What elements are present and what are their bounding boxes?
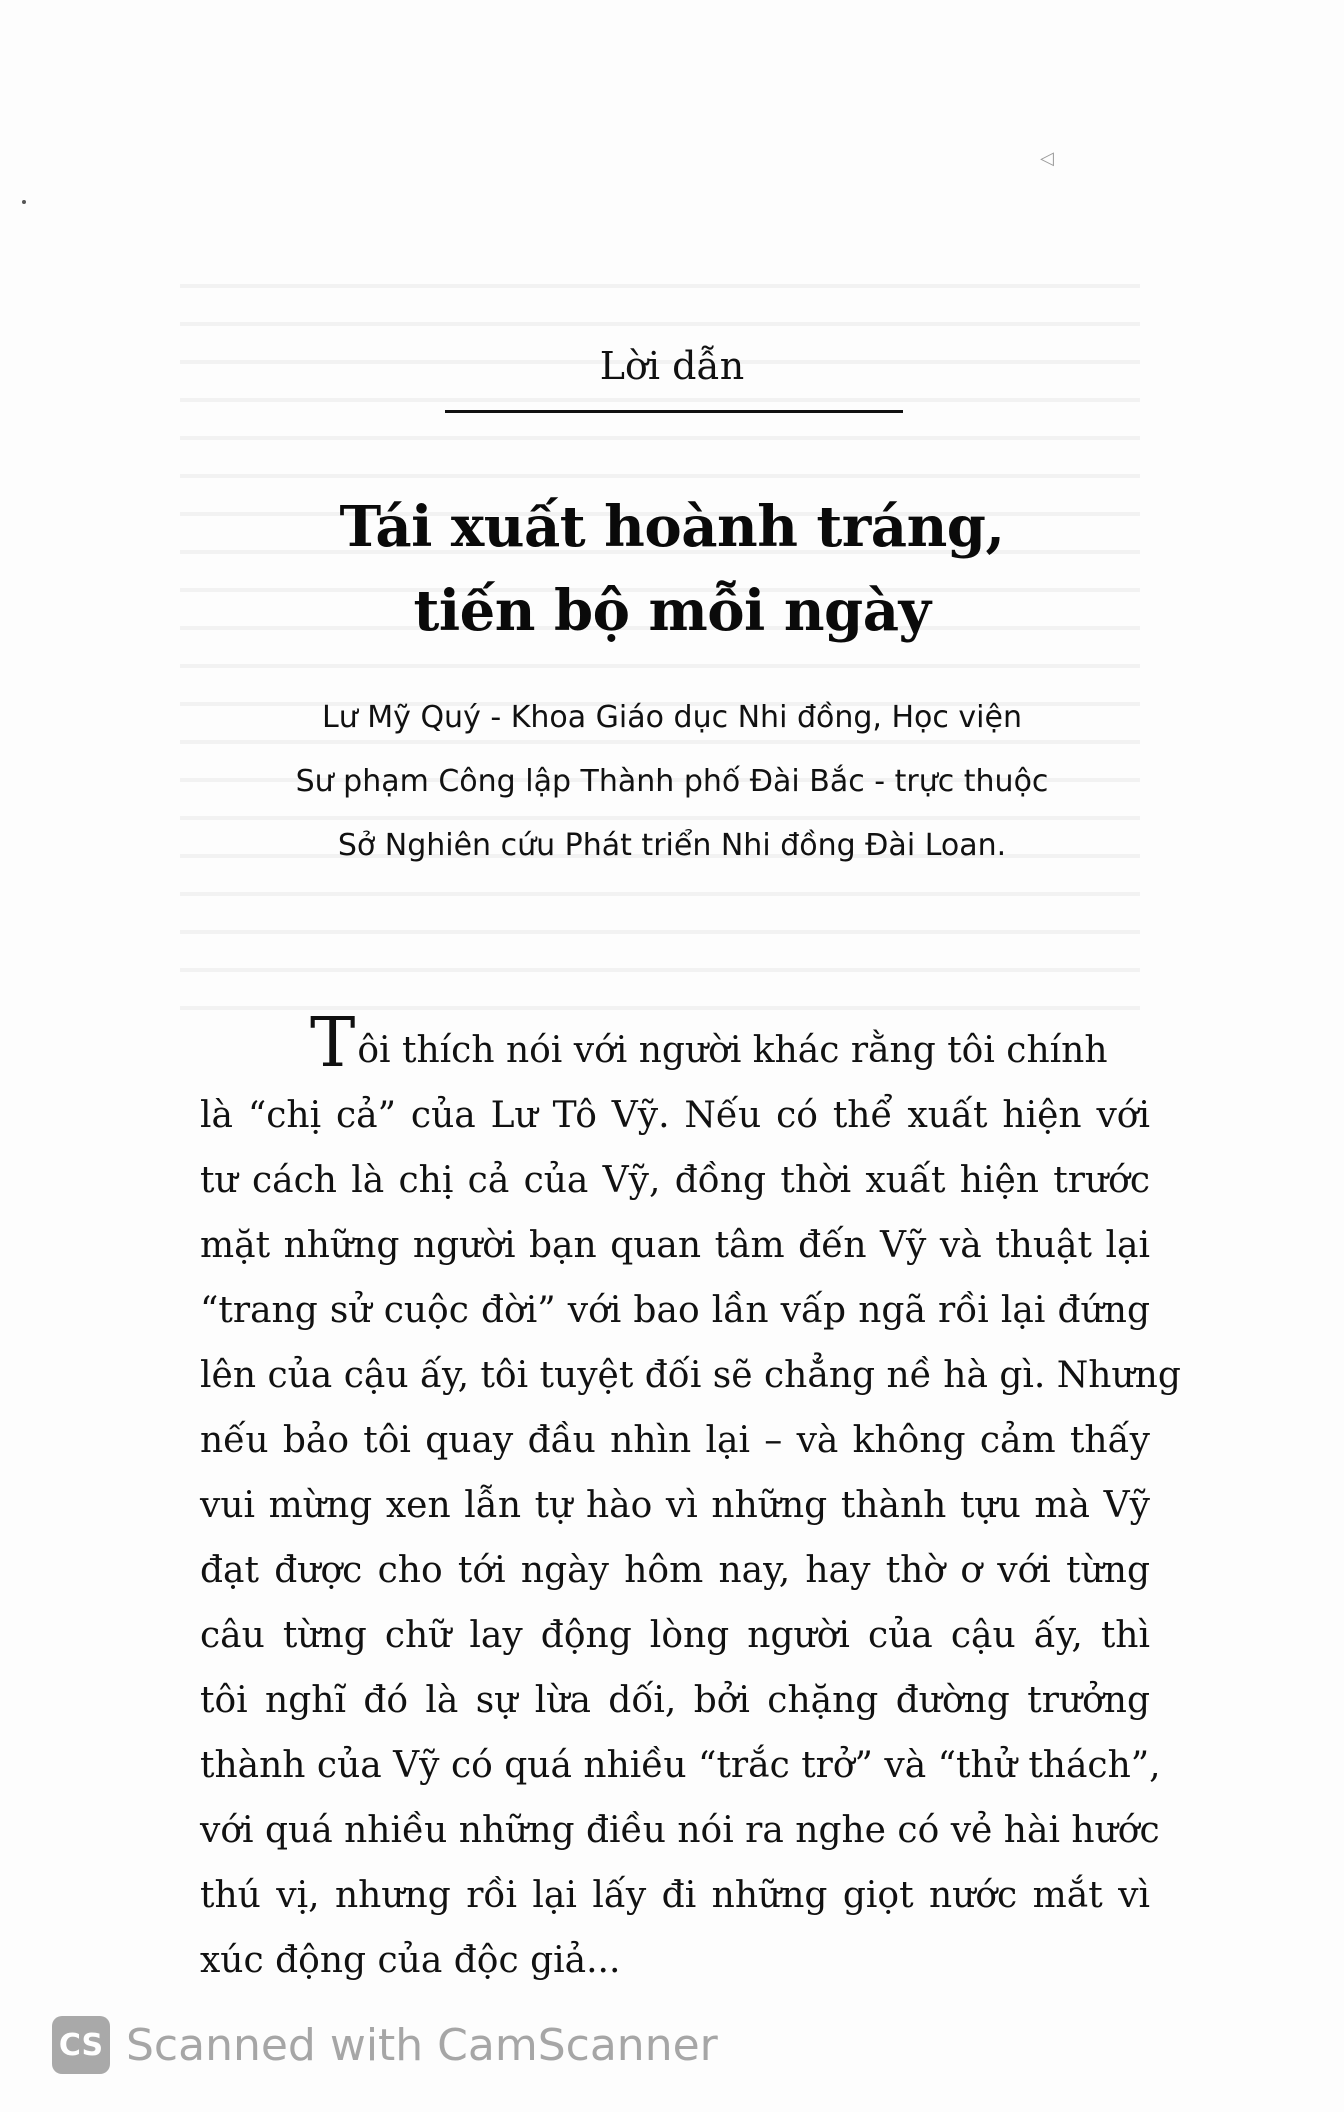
- body-line: đạt được cho tới ngày hôm nay, hay thờ ơ với từng: [200, 1550, 1150, 1591]
- scanner-watermark: [52, 2010, 718, 2080]
- body-first-line-text: ôi thích nói với người khác rằng tôi chính: [357, 1030, 1108, 1071]
- corner-mark: ◁: [1040, 148, 1054, 169]
- body-line: vui mừng xen lẫn tự hào vì những thành tựu mà Vỹ: [200, 1485, 1150, 1526]
- author-credit: [0, 686, 1344, 878]
- watermark-text: Scanned with CamScanner: [126, 2019, 718, 2071]
- body-line: thú vị, nhưng rồi lại lấy đi những giọt nước mắt vì: [200, 1875, 1150, 1916]
- body-paragraph: [200, 1004, 1181, 1993]
- section-label: Lời dẫn: [599, 344, 745, 388]
- body-line: lên của cậu ấy, tôi tuyệt đối sẽ chẳng nề hà gì. Nhưng: [200, 1355, 1181, 1396]
- body-line: tôi nghĩ đó là sự lừa dối, bởi chặng đường trưởng: [200, 1680, 1150, 1721]
- body-first-line: [200, 1004, 1150, 1083]
- body-line: thành của Vỹ có quá nhiều “trắc trở” và “thử thách”,: [200, 1745, 1161, 1786]
- body-line: xúc động của độc giả...: [200, 1940, 621, 1981]
- section-divider: [445, 410, 903, 413]
- body-line: “trang sử cuộc đời” với bao lần vấp ngã rồi lại đứng: [200, 1290, 1150, 1331]
- body-line: là “chị cả” của Lư Tô Vỹ. Nếu có thể xuất hiện với: [200, 1095, 1150, 1136]
- chapter-title-line: tiến bộ mỗi ngày: [413, 578, 931, 644]
- body-line: với quá nhiều những điều nói ra nghe có vẻ hài hước: [200, 1810, 1160, 1851]
- scan-speck: [22, 200, 26, 204]
- drop-cap: T: [310, 1004, 356, 1083]
- body-line: mặt những người bạn quan tâm đến Vỹ và thuật lại: [200, 1225, 1150, 1266]
- author-line: Sư phạm Công lập Thành phố Đài Bắc - trực thuộc: [295, 764, 1049, 799]
- author-line: Lư Mỹ Quý - Khoa Giáo dục Nhi đồng, Học viện: [322, 700, 1022, 735]
- chapter-title-line: Tái xuất hoành tráng,: [339, 494, 1005, 560]
- camscanner-logo-icon: CS: [52, 2016, 110, 2074]
- chapter-title: [0, 485, 1344, 653]
- author-line: Sở Nghiên cứu Phát triển Nhi đồng Đài Loan.: [337, 828, 1007, 863]
- body-line: nếu bảo tôi quay đầu nhìn lại – và không cảm thấy: [200, 1420, 1150, 1461]
- body-line: tư cách là chị cả của Vỹ, đồng thời xuất hiện trước: [200, 1160, 1150, 1201]
- body-line: câu từng chữ lay động lòng người của cậu ấy, thì: [200, 1615, 1150, 1656]
